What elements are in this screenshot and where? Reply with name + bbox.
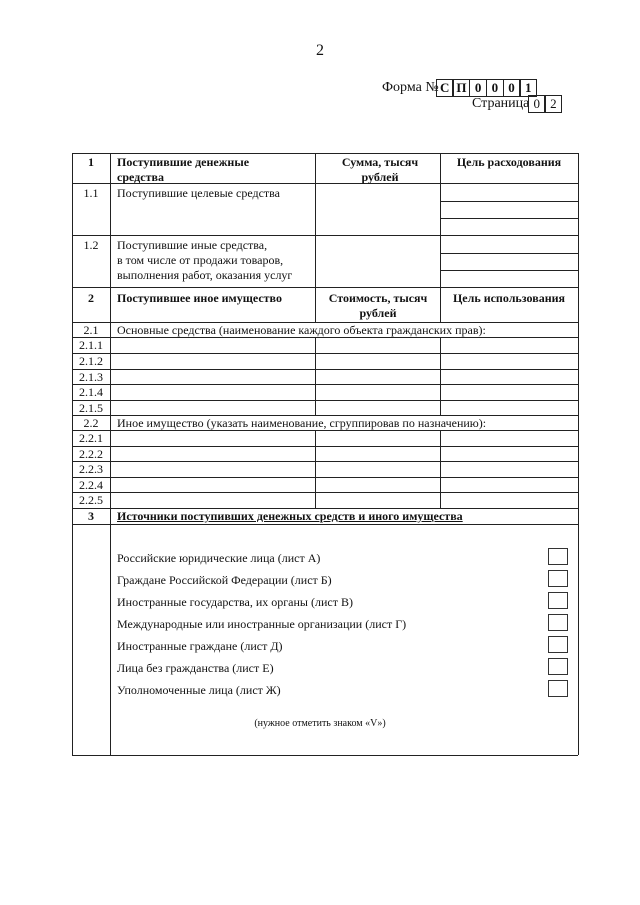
- table-row-number: 2.2.2: [79, 447, 103, 461]
- section-3-number: 3: [88, 509, 94, 523]
- row-2-2-text: Иное имущество (указать наименование, сгруппировав по назначению):: [117, 416, 487, 430]
- source-option-label: Уполномоченные лица (лист Ж): [117, 683, 281, 697]
- section-1-purpose-header: Цель расходования: [456, 155, 562, 169]
- source-option-label: Международные или иностранные организации (лист Г): [117, 617, 407, 631]
- source-option-checkbox[interactable]: [548, 636, 568, 653]
- source-option-label: Иностранные государства, их органы (лист В): [117, 595, 353, 609]
- section-1-title: Поступившие денежные средства: [117, 155, 250, 184]
- row-1-2-line: выполнения работ, оказания услуг: [117, 268, 293, 282]
- mark-instruction-note: (нужное отметить знаком «V»): [254, 718, 386, 729]
- row-2-1-text: Основные средства (наименование каждого объекта гражданских прав):: [117, 323, 486, 337]
- section-3-title: Источники поступивших денежных средств и иного имущества: [117, 509, 463, 523]
- row-1-1-text: Поступившие целевые средства: [117, 186, 280, 200]
- source-option-checkbox[interactable]: [548, 614, 568, 631]
- row-1-1-number: 1.1: [83, 186, 99, 200]
- table-row-number: 2.1.3: [79, 370, 103, 384]
- source-option-checkbox[interactable]: [548, 548, 568, 565]
- source-option-label: Лица без гражданства (лист Е): [117, 661, 274, 675]
- section-1-number: 1: [88, 155, 94, 169]
- source-option-checkbox[interactable]: [548, 658, 568, 675]
- section-2-usage-header: Цель использования: [452, 291, 566, 305]
- page-number: 2: [316, 42, 324, 59]
- source-option-label: Иностранные граждане (лист Д): [117, 639, 283, 653]
- source-option-checkbox[interactable]: [548, 592, 568, 609]
- table-row-number: 2.1.2: [79, 354, 103, 368]
- form-code-cell: П: [452, 79, 470, 97]
- table-row-number: 2.2.4: [79, 478, 103, 492]
- page-digit-cells: [529, 95, 562, 113]
- form-number-label: Форма №: [382, 80, 439, 95]
- source-option-checkbox[interactable]: [548, 680, 568, 697]
- page-label: Страница: [472, 96, 530, 111]
- form-code-cells: [437, 79, 537, 97]
- row-1-2-line: в том числе от продажи товаров,: [117, 253, 284, 267]
- source-option-label: Граждане Российской Федерации (лист Б): [117, 573, 332, 587]
- source-option-checkbox[interactable]: [548, 570, 568, 587]
- section-1-amount-header: Сумма, тысяч рублей: [341, 155, 419, 184]
- form-code-cell: 0: [503, 79, 521, 97]
- section-2-title: Поступившее иное имущество: [117, 291, 282, 305]
- form-code-cell: 0: [486, 79, 504, 97]
- table-row-number: 2.1.1: [79, 338, 103, 352]
- form-code-cell: 0: [469, 79, 487, 97]
- section-2-number: 2: [88, 291, 94, 305]
- table-row-number: 2.2.3: [79, 462, 103, 476]
- form-code-cell: 1: [519, 79, 537, 97]
- page-digit-cell: 0: [528, 95, 546, 113]
- source-option-label: Российские юридические лица (лист А): [117, 551, 321, 565]
- form-code-cell: С: [436, 79, 454, 97]
- table-row-number: 2.1.5: [79, 401, 103, 415]
- row-2-2-number: 2.2: [83, 416, 99, 430]
- table-row-number: 2.2.5: [79, 493, 103, 507]
- row-2-1-number: 2.1: [83, 323, 99, 337]
- row-1-2-number: 1.2: [83, 238, 99, 252]
- section-2-value-header: Стоимость, тысяч рублей: [328, 291, 428, 320]
- page-digit-cell: 2: [544, 95, 562, 113]
- table-row-number: 2.1.4: [79, 385, 103, 399]
- row-1-2-line: Поступившие иные средства,: [117, 238, 268, 252]
- table-row-number: 2.2.1: [79, 431, 103, 445]
